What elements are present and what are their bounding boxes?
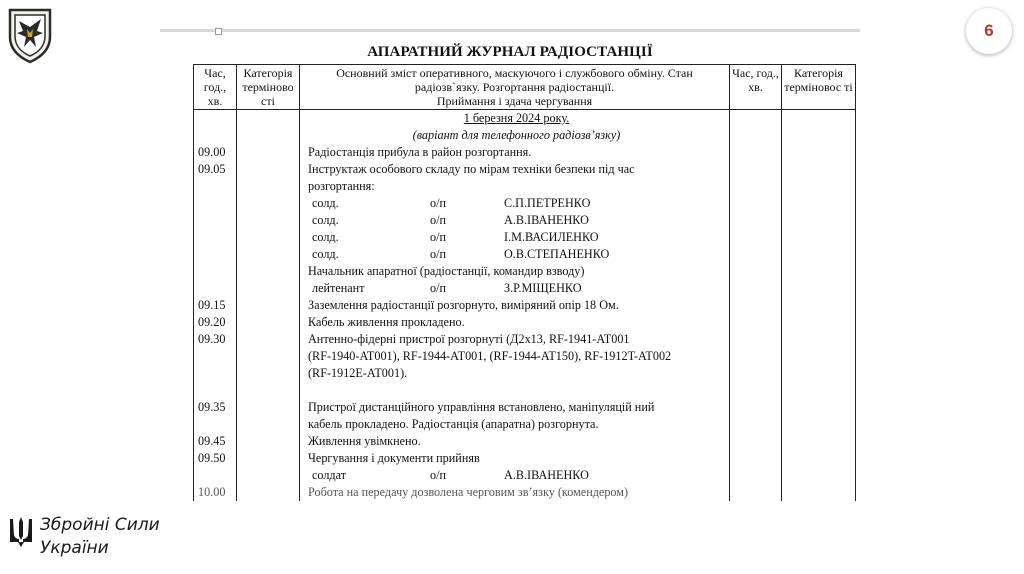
table-row [194, 229, 856, 246]
table-row [194, 263, 856, 280]
person-rank: лейтенант [312, 281, 365, 295]
row-category [237, 280, 300, 297]
row-category-right [782, 110, 856, 128]
row-category-right [782, 484, 856, 501]
row-category [237, 161, 300, 178]
row-content: кабель прокладено. Радіостанція (апаратна) розгорнута. [300, 416, 730, 433]
row-time [194, 365, 237, 382]
row-time-right [730, 195, 782, 212]
person-rank: солд. [312, 230, 339, 244]
armed-forces-emblem-icon [7, 7, 53, 63]
row-time-right [730, 484, 782, 501]
journal-table [193, 64, 856, 501]
row-category [237, 399, 300, 416]
row-content [300, 467, 730, 484]
row-time-right [730, 161, 782, 178]
trident-icon [8, 516, 34, 548]
row-category-right [782, 382, 856, 399]
row-category-right [782, 195, 856, 212]
row-time-right [730, 246, 782, 263]
person-rank: солд. [312, 213, 339, 227]
row-time: 09.35 [194, 399, 237, 416]
row-category [237, 433, 300, 450]
person-role: о/п [430, 247, 447, 261]
person-role: о/п [430, 281, 447, 295]
row-content: Живлення увімкнено. [300, 433, 730, 450]
row-category-right [782, 450, 856, 467]
row-category-right [782, 246, 856, 263]
table-row [194, 450, 856, 467]
row-time-right [730, 365, 782, 382]
row-content [300, 229, 730, 246]
header-category: Категорія терміново сті [237, 65, 300, 110]
row-time-right [730, 399, 782, 416]
person-name: І.М.ВАСИЛЕНКО [504, 230, 599, 244]
row-category [237, 314, 300, 331]
row-time-right [730, 382, 782, 399]
person-name: А.В.ІВАНЕНКО [504, 468, 589, 482]
row-time [194, 229, 237, 246]
person-name: А.В.ІВАНЕНКО [504, 213, 589, 227]
row-time [194, 178, 237, 195]
branding [8, 514, 208, 566]
header-time: Час, год., хв. [194, 65, 237, 110]
person-role: о/п [430, 213, 447, 227]
row-category [237, 348, 300, 365]
row-category-right [782, 365, 856, 382]
row-content [300, 382, 730, 399]
branding-line: Збройні Сили [40, 515, 160, 535]
row-time: 10.00 [194, 484, 237, 501]
row-content: (RF-1912E-AT001). [300, 365, 730, 382]
row-content [300, 280, 730, 297]
row-time [194, 382, 237, 399]
person-role: о/п [430, 468, 447, 482]
row-time [194, 263, 237, 280]
row-category-right [782, 314, 856, 331]
row-content: Антенно-фідерні пристрої розгорнуті (Д2х13, RF-1941-AT001 [300, 331, 730, 348]
row-category-right [782, 297, 856, 314]
row-content: Пристрої дистанційного управління встановлено, маніпуляцій ний [300, 399, 730, 416]
row-category [237, 297, 300, 314]
page-number-badge [966, 8, 1012, 54]
header-time-right: Час, год., хв. [730, 65, 782, 110]
row-category [237, 144, 300, 161]
person-name: О.В.СТЕПАНЕНКО [504, 247, 610, 261]
row-time-right [730, 263, 782, 280]
row-category-right [782, 229, 856, 246]
row-content: Заземлення радіостанції розгорнуто, виміряний опір 18 Ом. [300, 297, 730, 314]
row-category-right [782, 127, 856, 144]
row-category-right [782, 348, 856, 365]
row-time-right [730, 297, 782, 314]
row-time [194, 212, 237, 229]
row-time: 09.45 [194, 433, 237, 450]
person-role: о/п [430, 230, 447, 244]
branding-text [40, 514, 160, 560]
table-row [194, 144, 856, 161]
row-content: (варіант для телефонного радіозв’язку) [300, 127, 730, 144]
row-time-right [730, 110, 782, 128]
row-category [237, 263, 300, 280]
header-category-right: Категорія терміновос ті [782, 65, 856, 110]
row-category [237, 450, 300, 467]
row-content: Робота на передачу дозволена черговим зв’язку (комендером) [300, 484, 730, 501]
row-time [194, 280, 237, 297]
table-row [194, 331, 856, 348]
row-content [300, 195, 730, 212]
row-time: 09.05 [194, 161, 237, 178]
row-time [194, 246, 237, 263]
row-time [194, 195, 237, 212]
row-category [237, 467, 300, 484]
row-category [237, 110, 300, 128]
row-time-right [730, 467, 782, 484]
table-row [194, 416, 856, 433]
row-content [300, 246, 730, 263]
row-category-right [782, 467, 856, 484]
row-category [237, 331, 300, 348]
row-content: Інструктаж особового складу по мірам техніки безпеки під час [300, 161, 730, 178]
row-time-right [730, 144, 782, 161]
row-category-right [782, 433, 856, 450]
table-row [194, 365, 856, 382]
journal-body [194, 110, 856, 502]
row-time-right [730, 212, 782, 229]
row-time [194, 467, 237, 484]
row-category-right [782, 161, 856, 178]
row-category-right [782, 212, 856, 229]
branding-line: України [40, 538, 109, 558]
row-category [237, 127, 300, 144]
header-content-line: радіозв`язку. Розгортання радіостанції. [414, 80, 615, 94]
row-category [237, 178, 300, 195]
header-content-line: Приймання і здача чергування [436, 94, 593, 108]
row-category [237, 484, 300, 501]
table-row [194, 297, 856, 314]
row-content: Кабель живлення прокладено. [300, 314, 730, 331]
row-time: 09.15 [194, 297, 237, 314]
row-time-right [730, 314, 782, 331]
document-corner-mark [215, 28, 222, 35]
journal-header-row [194, 65, 856, 110]
table-row [194, 195, 856, 212]
table-row [194, 484, 856, 501]
document-top-rule [160, 29, 860, 32]
row-category-right [782, 263, 856, 280]
row-category-right [782, 144, 856, 161]
table-row [194, 246, 856, 263]
table-row [194, 280, 856, 297]
person-name: З.Р.МІЩЕНКО [504, 281, 582, 295]
row-time-right [730, 416, 782, 433]
row-content: 1 березня 2024 року. [300, 110, 730, 128]
row-time: 09.20 [194, 314, 237, 331]
row-category [237, 246, 300, 263]
row-time-right [730, 280, 782, 297]
row-content [300, 212, 730, 229]
row-content: Чергування і документи прийняв [300, 450, 730, 467]
row-time-right [730, 178, 782, 195]
row-category-right [782, 178, 856, 195]
table-row [194, 110, 856, 128]
table-row [194, 178, 856, 195]
row-category [237, 195, 300, 212]
table-row [194, 433, 856, 450]
row-time-right [730, 348, 782, 365]
row-time [194, 348, 237, 365]
row-time-right [730, 433, 782, 450]
row-content: розгортання: [300, 178, 730, 195]
row-category-right [782, 280, 856, 297]
table-row [194, 399, 856, 416]
row-time-right [730, 229, 782, 246]
page-number: 6 [984, 21, 994, 40]
row-time [194, 110, 237, 128]
person-rank: солдат [312, 468, 347, 482]
table-row [194, 127, 856, 144]
person-role: о/п [430, 196, 447, 210]
row-category [237, 229, 300, 246]
table-row [194, 348, 856, 365]
row-time-right [730, 331, 782, 348]
table-row [194, 161, 856, 178]
row-time-right [730, 450, 782, 467]
header-content [300, 65, 730, 110]
header-content-line: Основний зміст оперативного, маскуючого і службового обміну. Стан [336, 66, 693, 80]
row-time [194, 416, 237, 433]
row-time [194, 127, 237, 144]
row-category-right [782, 399, 856, 416]
row-content: Радіостанція прибула в район розгортання. [300, 144, 730, 161]
row-time: 09.00 [194, 144, 237, 161]
table-row [194, 382, 856, 399]
document-title: АПАРАТНИЙ ЖУРНАЛ РАДІОСТАНЦІЇ [367, 44, 653, 60]
person-name: С.П.ПЕТРЕНКО [504, 196, 591, 210]
row-category-right [782, 331, 856, 348]
row-category [237, 382, 300, 399]
table-row [194, 212, 856, 229]
table-row [194, 314, 856, 331]
row-category-right [782, 416, 856, 433]
person-rank: солд. [312, 247, 339, 261]
person-rank: солд. [312, 196, 339, 210]
table-row [194, 467, 856, 484]
row-time: 09.50 [194, 450, 237, 467]
row-category [237, 212, 300, 229]
row-category [237, 416, 300, 433]
row-content: Начальник апаратної (радіостанції, командир взводу) [300, 263, 730, 280]
journal-table-container [193, 64, 855, 499]
row-content: (RF-1940-AT001), RF-1944-AT001, (RF-1944-AT150), RF-1912T-AT002 [300, 348, 730, 365]
row-category [237, 365, 300, 382]
row-time-right [730, 127, 782, 144]
row-time: 09.30 [194, 331, 237, 348]
